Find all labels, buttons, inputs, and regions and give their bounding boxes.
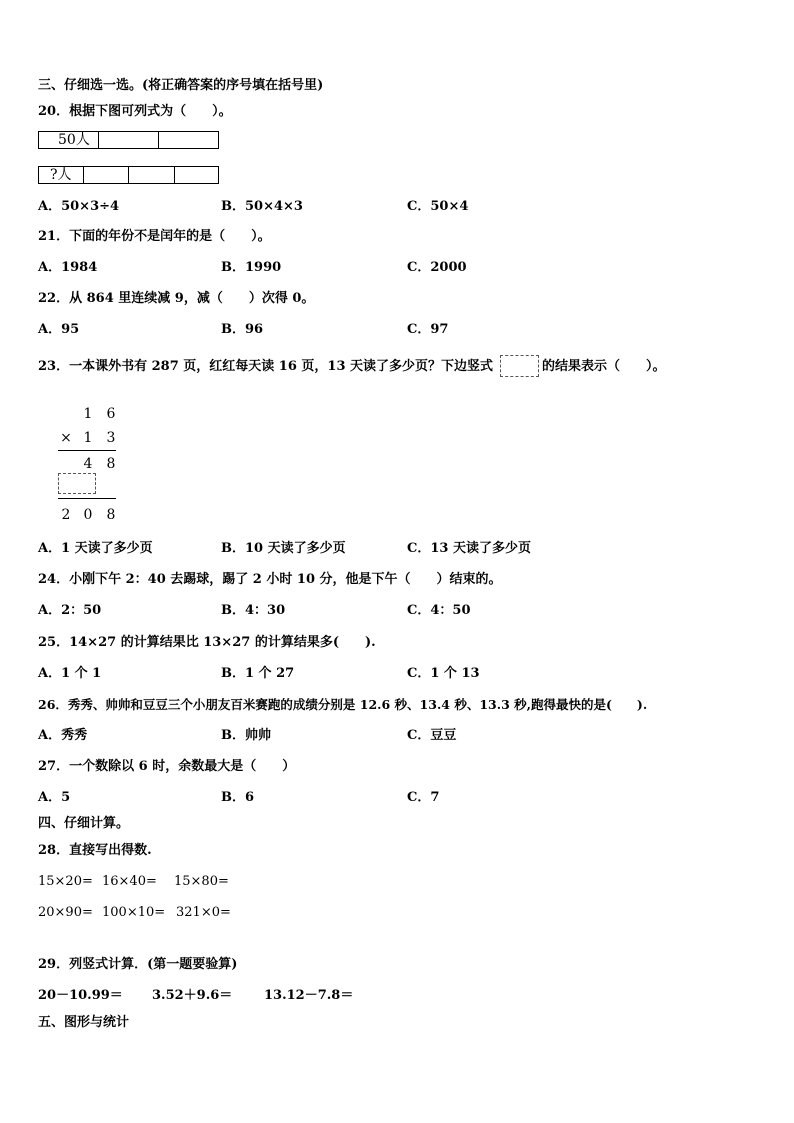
calc-digit: 3: [106, 430, 116, 446]
q22-option-b[interactable]: B．96: [221, 322, 264, 337]
calc-digit: 1: [83, 430, 93, 446]
bar1-label: 50人: [58, 132, 90, 148]
q23-stem-a: 23．一本课外书有 287 页，红红每天读 16 页，13 天读了多少页？下边竖式: [38, 359, 494, 374]
calc-digit: 1: [83, 406, 93, 422]
q20-stem: 20．根据下图可列式为（ ）。: [38, 104, 232, 119]
q25-option-c[interactable]: C．1 个 13: [407, 666, 480, 681]
q24-option-c[interactable]: C．4：50: [407, 603, 471, 618]
section5-title: 五、图形与统计: [38, 1015, 130, 1030]
q28-item: 15×80=: [174, 874, 229, 889]
q27-option-b[interactable]: B．6: [221, 790, 255, 805]
bar2-segment-3: [128, 166, 175, 184]
bar1-segment-3: [158, 131, 219, 149]
q26-option-b[interactable]: B．帅帅: [221, 728, 271, 743]
q22-option-c[interactable]: C．97: [407, 322, 449, 337]
q21-option-b[interactable]: B．1990: [221, 260, 282, 275]
q21-option-c[interactable]: C．2000: [407, 260, 467, 275]
calc-digit: 8: [106, 456, 116, 472]
q23-option-b[interactable]: B．10 天读了多少页: [221, 541, 346, 556]
q29-item: 20－10.99＝: [38, 988, 123, 1003]
calc-dashed-box: [58, 473, 96, 494]
q26-stem: 26．秀秀、帅帅和豆豆三个小朋友百米赛跑的成绩分别是 12.6 秒、13.4 秒、13.3 秒,跑得最快的是( ).: [38, 697, 648, 712]
section4-title: 四、仔细计算。: [38, 816, 130, 831]
q28-item: 15×20=: [38, 874, 93, 889]
q25-stem: 25．14×27 的计算结果比 13×27 的计算结果多( ).: [38, 635, 376, 650]
q28-item: 100×10=: [102, 905, 166, 920]
q23-stem-b: 的结果表示（ ）。: [542, 359, 666, 374]
q24-option-a[interactable]: A．2：50: [38, 603, 102, 618]
q28-item: 16×40=: [102, 874, 157, 889]
section3-title: 三、仔细选一选。(将正确答案的序号填在括号里): [38, 78, 324, 93]
q28-stem: 28．直接写出得数.: [38, 843, 152, 858]
calc-digit: 0: [83, 507, 93, 523]
q28-item: 20×90=: [38, 905, 93, 920]
calc-operator: ×: [60, 430, 72, 446]
calc-digit: 2: [61, 507, 71, 523]
q25-option-a[interactable]: A．1 个 1: [38, 666, 102, 681]
q28-item: 321×0=: [176, 905, 231, 920]
q20-option-c[interactable]: C．50×4: [407, 199, 469, 214]
q29-item: 3.52＋9.6＝: [152, 988, 233, 1003]
calc-digit: 8: [106, 507, 116, 523]
q27-stem: 27．一个数除以 6 时，余数最大是（ ）: [38, 759, 296, 774]
q24-option-b[interactable]: B．4：30: [221, 603, 286, 618]
bar1-segment-2: [98, 131, 159, 149]
q20-option-b[interactable]: B．50×4×3: [221, 199, 303, 214]
q21-option-a[interactable]: A．1984: [38, 260, 98, 275]
q25-option-b[interactable]: B．1 个 27: [221, 666, 295, 681]
calc-digit: 4: [83, 456, 93, 472]
q26-option-a[interactable]: A．秀秀: [38, 728, 88, 743]
q21-stem: 21．下面的年份不是闰年的是（ ）。: [38, 229, 271, 244]
q27-option-c[interactable]: C．7: [407, 790, 440, 805]
q26-option-c[interactable]: C．豆豆: [407, 728, 457, 743]
q23-option-a[interactable]: A．1 天读了多少页: [38, 541, 153, 556]
bar2-segment-4: [174, 166, 219, 184]
q29-stem: 29．列竖式计算．(第一题要验算): [38, 957, 238, 972]
q23-option-c[interactable]: C．13 天读了多少页: [407, 541, 531, 556]
calc-rule-1: [58, 450, 116, 451]
q22-stem: 22．从 864 里连续减 9，减（ ）次得 0。: [38, 291, 315, 306]
q20-option-a[interactable]: A．50×3÷4: [38, 199, 120, 214]
bar2-label: ?人: [50, 167, 72, 183]
q23-inline-dashed-box: [500, 355, 539, 377]
q24-stem: 24．小刚下午 2：40 去踢球，踢了 2 小时 10 分，他是下午（ ）结束的。: [38, 572, 502, 587]
q29-item: 13.12－7.8＝: [264, 988, 354, 1003]
calc-rule-2: [58, 498, 116, 499]
q22-option-a[interactable]: A．95: [38, 322, 80, 337]
calc-digit: 6: [106, 406, 116, 422]
q27-option-a[interactable]: A．5: [38, 790, 71, 805]
bar2-segment-2: [83, 166, 129, 184]
